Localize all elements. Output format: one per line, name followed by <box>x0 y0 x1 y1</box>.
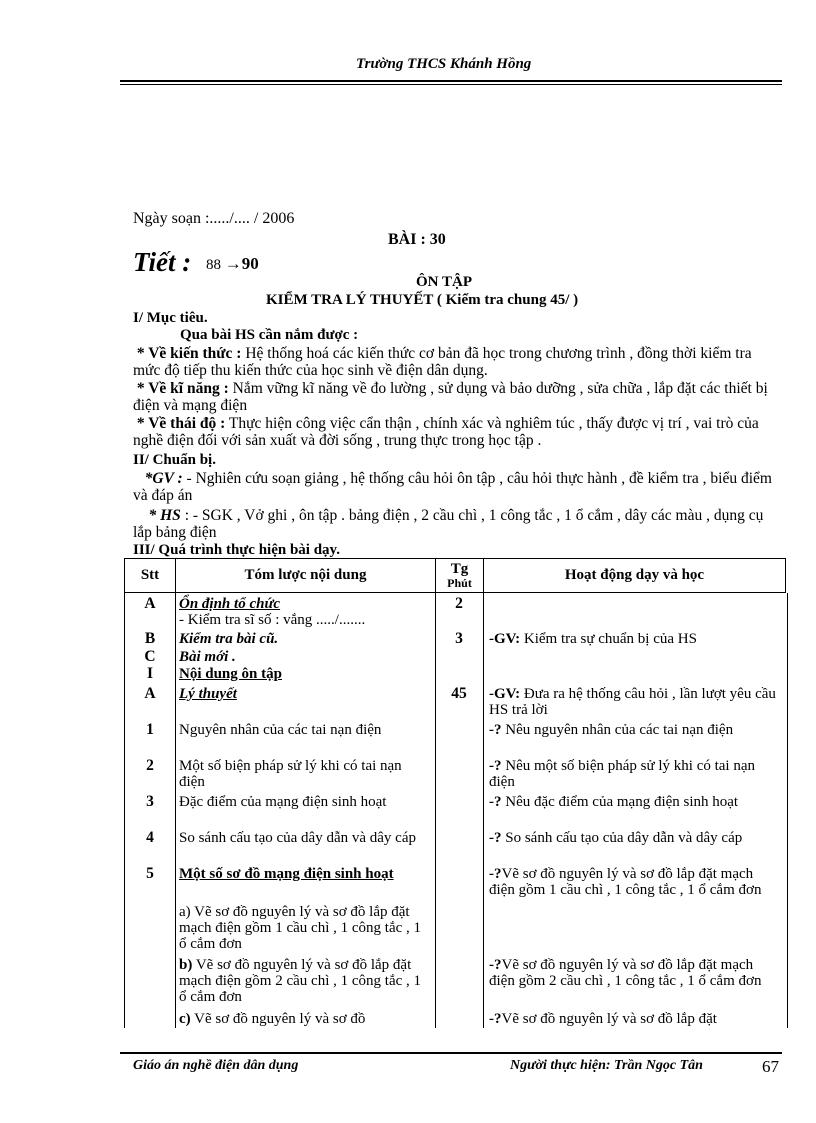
row-content <box>179 649 431 665</box>
section-muc-tieu: I/ Mục tiêu. <box>133 310 208 326</box>
row-stt: 3 <box>146 793 154 810</box>
row-activity <box>489 722 781 738</box>
tiet-end: 90 <box>241 254 259 273</box>
col-divider <box>435 593 436 1028</box>
row-activity-text: Nêu một số biện pháp sử lý khi có tai nạn điện <box>489 758 756 790</box>
row-activity-text: Nêu nguyên nhân của các tai nạn điện <box>501 722 734 738</box>
row-tg: 2 <box>455 595 463 612</box>
arrow-icon: → <box>224 254 242 273</box>
header-divider-thin <box>120 84 782 85</box>
row-tg: 3 <box>455 630 463 647</box>
thai-do-text: Thực hiện công việc cẩn thận , chính xác và nghiêm túc , thấy được vị trí , vai trò của nghề điện đối với sản xuất và đời sống , trung thực trong học tập . <box>133 415 759 449</box>
row-content: Một số biện pháp sử lý khi có tai nạn điện <box>179 758 402 790</box>
header-stt: Stt <box>125 559 176 593</box>
row-activity <box>489 686 781 718</box>
row-stt: 2 <box>146 757 154 774</box>
row-content <box>179 631 431 647</box>
section-qua-trinh: III/ Quá trình thực hiện bài dạy. <box>133 542 340 558</box>
hs-paragraph <box>133 507 781 541</box>
title-kiem-tra <box>266 292 578 309</box>
col-divider <box>175 593 176 1028</box>
row-activity <box>489 631 781 647</box>
tiet-range <box>206 254 259 274</box>
row-activity-text: Vẽ sơ đồ nguyên lý và sơ đồ lắp đặt mạch điện gồm 1 cầu chì , 1 công tắc , 1 ổ cắm đơn <box>489 866 762 898</box>
row-activity-label: -? <box>489 794 502 810</box>
col-divider <box>483 593 484 1028</box>
header-tg-label: Tg <box>450 560 469 577</box>
section-chuan-bi: II/ Chuẩn bị. <box>133 452 216 468</box>
row-activity-label: -? <box>489 1011 502 1027</box>
row-stt: 4 <box>146 829 154 846</box>
row-activity-text: Vẽ sơ đồ nguyên lý và sơ đồ lắp đặt <box>501 1011 717 1027</box>
row-activity-label: -? <box>489 830 502 846</box>
sub-item-c-label: c) <box>179 1011 191 1027</box>
header-content: Tóm lược nội dung <box>176 559 436 593</box>
sub-item-c-activity <box>489 1011 781 1027</box>
row-content: Đặc điểm của mạng điện sinh hoạt <box>179 794 387 810</box>
row-content-title: Bài mới . <box>179 649 236 665</box>
date-line: Ngày soạn :...../.... / 2006 <box>133 210 295 227</box>
thai-do-paragraph <box>133 415 781 449</box>
ki-nang-paragraph <box>133 380 781 414</box>
gv-text: - Nghiên cứu soạn giảng , hệ thống câu hỏi ôn tập , câu hỏi thực hành , đề kiểm tra , biểu điểm và đáp án <box>133 470 772 504</box>
sub-item-b-activity <box>489 957 781 989</box>
lesson-table-body <box>124 593 788 1028</box>
row-content: So sánh cấu tạo của dây dẫn và dây cáp <box>179 830 416 846</box>
row-stt: A <box>144 595 156 612</box>
ki-nang-text: Nắm vững kĩ năng về đo lường , sử dụng và bảo dưỡng , sửa chữa , lắp đặt các thiết bị điện và mạng điện <box>133 380 768 414</box>
header-tg-unit: Phút <box>447 575 472 590</box>
sub-item-a <box>179 904 431 952</box>
row-content <box>179 596 431 628</box>
page-number: 67 <box>762 1057 779 1076</box>
footer-left: Giáo án nghề điện dân dụng <box>133 1058 299 1073</box>
sub-item-b <box>179 957 431 1005</box>
row-activity-text: Vẽ sơ đồ nguyên lý và sơ đồ lắp đặt mạch điện gồm 2 cầu chì , 1 công tắc , 1 ổ cắm đơn <box>489 957 762 989</box>
row-activity <box>489 794 781 810</box>
kien-thuc-paragraph <box>133 345 781 379</box>
row-content <box>179 866 431 882</box>
thai-do-label: * Về thái độ : <box>136 415 226 432</box>
kien-thuc-text: Hệ thống hoá các kiến thức cơ bản đã học trong chương trình , đồng thời kiểm tra mức độ tiếp thu kiến thức của học sinh về điện dân dụng. <box>133 345 752 379</box>
row-stt: A <box>144 685 156 702</box>
row-activity-label: -? <box>489 722 502 738</box>
gv-paragraph <box>133 470 781 504</box>
sub-item-b-label: b) <box>179 957 193 973</box>
sub-item-a-text: Vẽ sơ đồ nguyên lý và sơ đồ lắp đặt mạch điện gồm 1 cầu chì , 1 công tắc , 1 ổ cắm đơn <box>179 904 422 952</box>
title-kiem-tra-note: ( Kiểm tra chung 45/ ) <box>436 292 579 308</box>
row-activity-text: Kiểm tra sự chuẩn bị của HS <box>520 631 697 647</box>
row-activity-text: Đưa ra hệ thống câu hỏi , lần lượt yêu cầu HS trả lời <box>489 686 776 718</box>
row-stt: I <box>146 665 154 682</box>
sub-item-c-text: Vẽ sơ đồ nguyên lý và sơ đồ <box>190 1011 366 1027</box>
row-content-title: Một số sơ đồ mạng điện sinh hoạt <box>179 866 394 882</box>
school-header: Trường THCS Khánh Hồng <box>356 56 532 72</box>
row-content-title: Ổn định tổ chức <box>179 596 281 612</box>
row-content-text: - Kiểm tra sĩ số : vắng ...../....... <box>179 612 366 628</box>
title-on-tap: ÔN TẬP <box>416 274 472 290</box>
hs-text: : - SGK , Vở ghi , ôn tập . bảng điện , 2 cầu chì , 1 công tắc , 1 ổ cắm , dây các màu , dụng cụ lắp bảng điện <box>133 507 764 541</box>
row-activity-label: -? <box>489 758 502 774</box>
gv-label: *GV : <box>144 470 183 487</box>
row-activity-label: -GV: <box>489 686 521 702</box>
row-stt: C <box>144 648 156 665</box>
lesson-table-header <box>124 558 786 593</box>
row-content-title: Nội dung ôn tập <box>179 666 282 682</box>
header-activity: Hoạt động dạy và học <box>484 559 786 593</box>
row-activity-label: -? <box>489 866 502 882</box>
kien-thuc-label: * Về kiến thức : <box>136 345 242 362</box>
row-activity-text: So sánh cấu tạo của dây dẫn và dây cáp <box>501 830 743 846</box>
row-activity-label: -? <box>489 957 502 973</box>
row-content-title: Lý thuyết <box>179 686 237 702</box>
sub-item-c <box>179 1011 431 1027</box>
header-divider <box>120 80 782 82</box>
hs-label: * HS <box>148 507 181 524</box>
ki-nang-label: * Về kĩ năng : <box>136 380 229 397</box>
row-stt: B <box>144 630 156 647</box>
muc-tieu-intro: Qua bài HS cần nắm được : <box>180 327 359 343</box>
row-content <box>179 686 431 702</box>
row-activity-label: -GV: <box>489 631 521 647</box>
row-activity-text: Nêu đặc điểm của mạng điện sinh hoạt <box>501 794 739 810</box>
tiet-start: 88 <box>206 257 221 273</box>
row-activity <box>489 830 781 846</box>
row-activity <box>489 866 781 898</box>
header-tg <box>436 559 484 593</box>
row-stt: 1 <box>146 721 154 738</box>
title-kiem-tra-text: KIỂM TRA LÝ THUYẾT <box>266 292 434 308</box>
row-content <box>179 666 431 682</box>
lesson-number: BÀI : 30 <box>388 231 446 248</box>
sub-item-b-text: Vẽ sơ đồ nguyên lý và sơ đồ lắp đặt mạch điện gồm 2 cầu chì , 1 công tắc , 1 ổ cắm đơn <box>179 957 422 1005</box>
row-tg: 45 <box>451 685 467 702</box>
row-content-title: Kiểm tra bài cũ. <box>179 631 279 647</box>
footer-divider <box>120 1052 782 1054</box>
footer-right: Người thực hiện: Trần Ngọc Tân <box>510 1058 703 1073</box>
row-stt: 5 <box>146 865 154 882</box>
row-activity <box>489 758 781 790</box>
row-content: Nguyên nhân của các tai nạn điện <box>179 722 382 738</box>
sub-item-a-label: a) <box>179 904 191 920</box>
tiet-label: Tiết : <box>133 247 192 277</box>
